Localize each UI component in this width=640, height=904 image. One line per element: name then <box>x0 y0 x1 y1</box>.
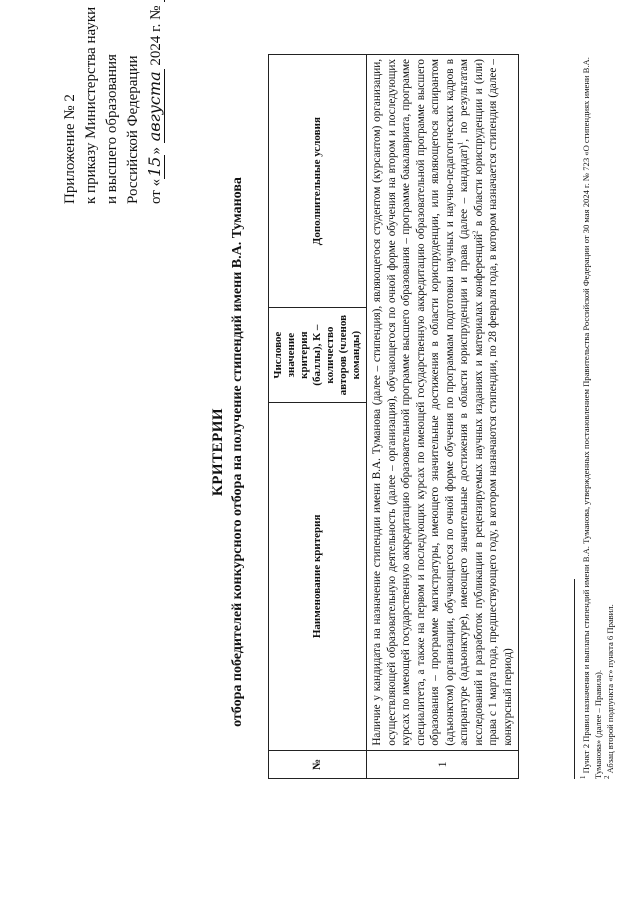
footnote-1-text: Пункт 2 Правил назначения и выплаты стипендий имени В.А. Туманова, утвержденных постановлением Правительства Российской Федерации от 30 мая 2024 г. № 723 «О стипендиях имени В.А. Туманова» (далее – Правила). <box>581 57 603 779</box>
criterion-text <box>367 55 519 751</box>
footnote-2-mark: 2 <box>603 775 612 779</box>
date-year: 2024 г. № <box>148 5 164 66</box>
criterion-text-part2: , по результатам исследований и разработок публикации в рецензируемых научных изданиях и материалах конференций <box>458 58 485 746</box>
footnote-1-mark: 1 <box>579 775 588 779</box>
date-month: августа <box>145 71 164 142</box>
footnote-2 <box>604 39 616 779</box>
header-criterion-name: Наименование критерия <box>269 402 367 750</box>
date-mid: » <box>148 147 164 155</box>
footnote-ref-2: 2 <box>470 230 479 234</box>
date-day: 15 <box>145 156 164 177</box>
date-prefix: от « <box>148 178 164 204</box>
footnote-1 <box>580 39 604 779</box>
order-number <box>145 0 165 2</box>
table-row <box>367 55 519 779</box>
appendix-ministry-line: и высшего образования <box>104 54 120 204</box>
appendix-number: Приложение № 2 <box>62 94 78 204</box>
header-additional-conditions: Дополнительные условия <box>269 55 367 308</box>
appendix-order-line: к приказу Министерства науки <box>83 6 99 204</box>
footnotes <box>580 39 616 779</box>
appendix-block <box>60 0 167 204</box>
appendix-date-line <box>144 0 167 204</box>
header-criterion-value: Числовое значение критерия (баллы), К – количество авторов (членов команды) <box>269 308 367 403</box>
footnote-2-text: Абзац второй подпункта «г» пункта 6 Правил. <box>605 604 615 776</box>
criterion-text-part1: Наличие у кандидата на назначение стипендии имени В.А. Туманова (далее – стипендия), являющегося студентом (курсантом) организации, осуществляющей образовательную деятельность (далее – организация), обучающегося по очной форме обучения на втором и последующих курсах по имеющей государственную аккредитацию образовательной программе высшего образования – программе бакалавриата, программе специалитета, а также на первом и последующих курсах по имеющей государственную аккредитацию образовательной программе высшего образования – программе магистратуры, имеющего значительные достижения в области юриспруденции, или являющегося аспирантом (адъюнктом) организации, обучающегося по очной форме обучения по программам подготовки научных и научно-педагогических кадров в аспирантуре (адъюнктуре), имеющего значительные достижения в области юриспруденции и права (далее – кандидат) <box>371 59 470 746</box>
footnote-ref-1: 1 <box>456 141 465 146</box>
criteria-table <box>268 54 519 779</box>
table-header-row <box>269 55 367 779</box>
header-number: № <box>269 750 367 778</box>
row-number: 1 <box>367 750 519 778</box>
criterion-text-part3: в области юриспруденции и (или) права с 1 марта года, предшествующего году, в котором назначаются стипендии, по 28 февраля года, в котором назначается стипендия (далее – конкурсный период) <box>472 59 514 746</box>
document-subtitle: отбора победителей конкурсного отбора на получение стипендий имени В.А. Туманова <box>230 177 245 727</box>
footnote-separator <box>574 579 575 779</box>
document-title: КРИТЕРИИ <box>210 407 226 497</box>
appendix-country-line: Российской Федерации <box>125 55 141 204</box>
